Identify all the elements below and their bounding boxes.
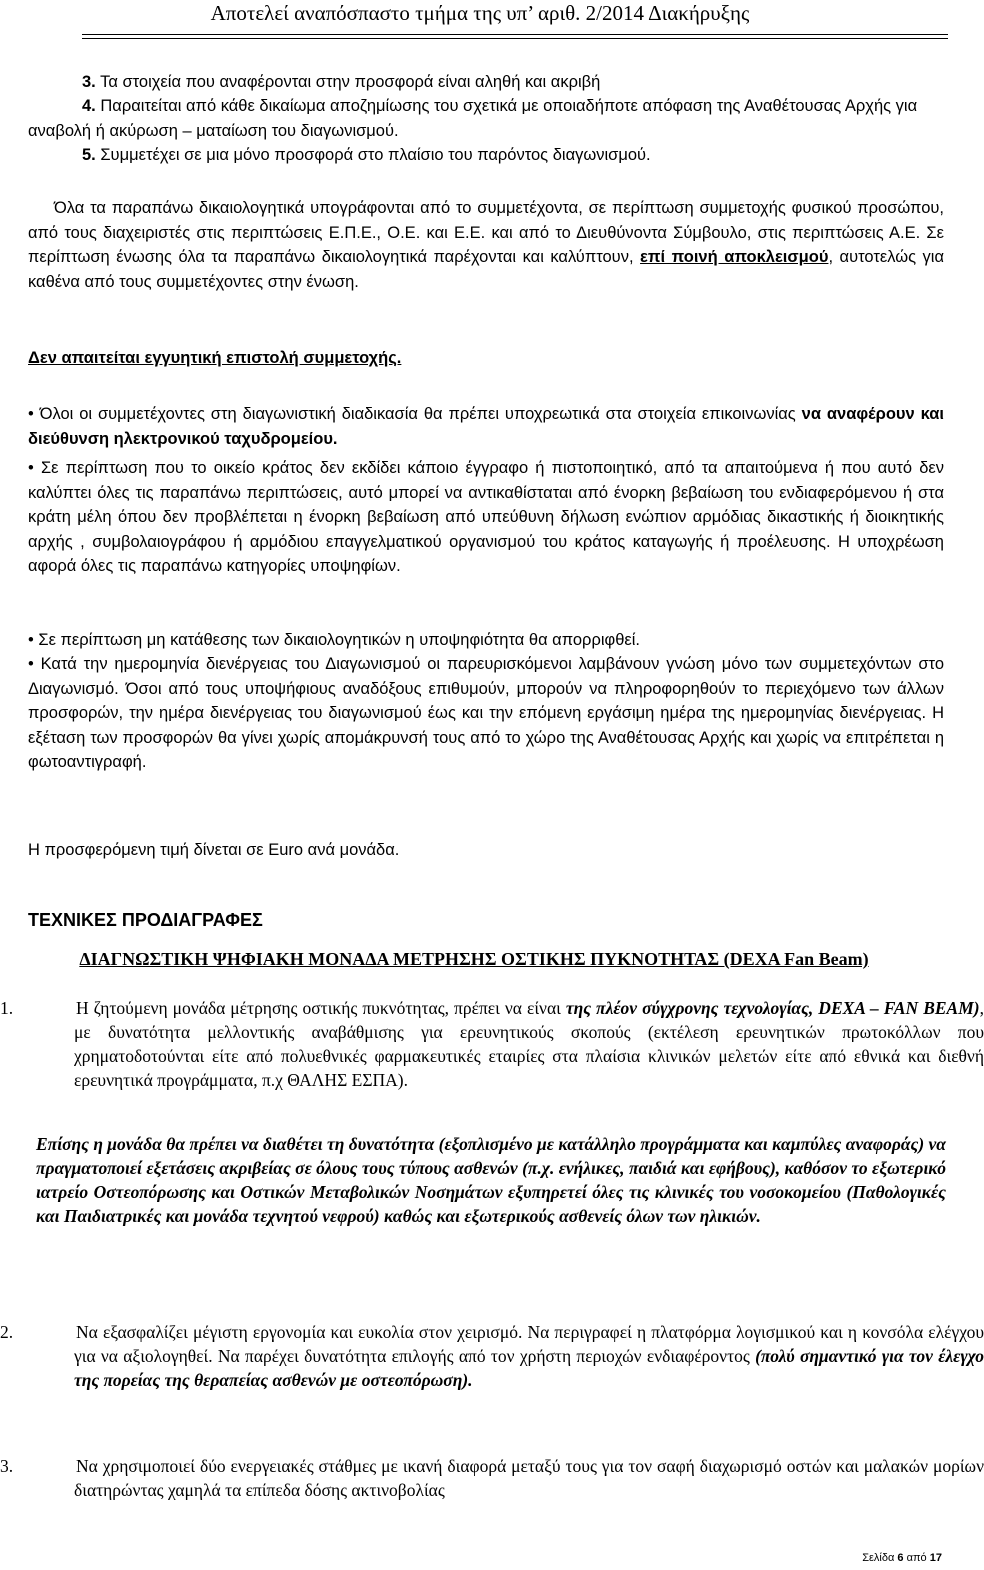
signature-text: , αυτοτελώς για καθένα από τους συμμετέχοντες στην ένωση.	[28, 248, 944, 291]
spec-emphasis: της πλέον σύγχρονης τεχνολογίας, DEXA – FAN BEAM)	[565, 998, 980, 1018]
spec-number: 3.	[0, 1456, 14, 1476]
spec-emphasis: (πολύ σημαντικό για τον έλεγχο της πορείας της θεραπείας ασθενών με οστεοπόρωση).	[74, 1346, 984, 1390]
no-guarantee-note: Δεν απαιτείται εγγυητική επιστολή συμμετοχής.	[28, 349, 402, 367]
signature-role: Διευθύνοντα Σύμβουλο,	[576, 223, 752, 242]
header-rule-top	[82, 34, 948, 35]
spec-text: Να εξασφαλίζει μέγιστη εργονομία και ευκολία στον χειρισμό. Να περιγραφεί η πλατφόρμα λογισμικού και η κονσόλα ελέγχου για να αξιολογηθεί. Να παρέχει δυνατότητα επιλογής από τον χρήστη περιοχών ενδιαφέροντος	[74, 1322, 984, 1366]
bullet-procedure	[28, 652, 944, 775]
of-label: από	[906, 1552, 927, 1564]
condition-number: 5.	[82, 146, 96, 164]
signature-text: στις περιπτώσεις Α.Ε. Σε περίπτωση ένωσης όλα τα παραπάνω δικαιολογητικά παρέχονται και καλύπτουν,	[28, 223, 944, 266]
condition-number: 3.	[82, 73, 96, 91]
specs-subheading: ΔΙΑΓΝΩΣΤΙΚΗ ΨΗΦΙΑΚΗ ΜΟΝΑΔΑ ΜΕΤΡΗΣΗΣ ΟΣΤΙΚΗΣ ΠΥΚΝΟΤΗΤΑΣ (DEXA Fan Beam)	[79, 949, 869, 969]
page-header	[0, 0, 960, 32]
signature-paragraph	[28, 196, 944, 294]
condition-item	[82, 70, 948, 95]
bullet-email	[28, 402, 944, 451]
bullet-text: Κατά την ημερομηνία διενέργειας του Διαγωνισμού οι παρευρισκόμενοι λαμβάνουν γνώση μόνο των συμμετεχόντων στο Διαγωνισμό. Όσοι από τους υποψήφιους αναδόξους επιθυμούν, μπορούν να πληροφορηθούν το περιεχόμενο των άλλων προσφορών, την ημέρα διενέργειας του διαγωνισμού έως και την επόμενη εργάσιμη ημέρα της ημερομηνίας διενέργειας. Η εξέταση των προσφορών θα γίνει χωρίς απομάκρυνσή τους από το χώρο της Αναθέτουσας Αρχής και χωρίς να επιτρέπεται η φωτοαντιγραφή.	[28, 655, 944, 771]
spec-item-3	[0, 1454, 984, 1502]
page-total: 17	[929, 1552, 942, 1564]
bullet-text: Όλοι οι συμμετέχοντες στη διαγωνιστική διαδικασία θα πρέπει υποχρεωτικά στα στοιχεία επικοινωνίας	[39, 405, 802, 423]
page-label: Σελίδα	[862, 1552, 895, 1564]
bullet-emphasis: να αναφέρουν και διεύθυνση ηλεκτρονικού ταχυδρομείου.	[28, 405, 944, 448]
bullet-icon: •	[28, 655, 41, 673]
signature-text: Όλα τα παραπάνω δικαιολογητικά υπογράφονται από το συμμετέχοντα, σε περίπτωση συμμετοχής φυσικού προσώπου, από τους διαχειριστές στις περιπτώσεις Ε.Π.Ε., Ο.Ε. και Ε.Ε. και από το	[28, 199, 944, 242]
price-note: Η προσφερόμενη τιμή δίνεται σε Euro ανά μονάδα.	[28, 841, 400, 859]
spec-number: 2.	[0, 1322, 14, 1342]
bullet-icon: •	[28, 405, 40, 423]
bullet-icon: •	[28, 631, 39, 649]
bullet-text: Σε περίπτωση μη κατάθεσης των δικαιολογητικών η υποψηφιότητα θα απορριφθεί.	[38, 631, 640, 649]
spec-number: 1.	[0, 998, 14, 1018]
specs-heading: ΤΕΧΝΙΚΕΣ ΠΡΟΔΙΑΓΡΑΦΕΣ	[28, 910, 263, 930]
condition-item	[82, 143, 948, 168]
spec-text: Να χρησιμοποιεί δύο ενεργειακές στάθμες με ικανή διαφορά μεταξύ τους για τον σαφή διαχωρισμό οστών και μαλακών μορίων διατηρώντας χαμηλά τα επίπεδα δόσης ακτινοβολίας	[74, 1456, 984, 1500]
header-rule-bottom	[82, 38, 948, 39]
spec-item-2	[0, 1320, 984, 1392]
condition-number: 4.	[82, 97, 96, 115]
bullet-rejection	[28, 628, 944, 653]
spec-item-1	[0, 996, 984, 1092]
exclusion-emphasis: επί ποινή αποκλεισμού	[640, 248, 829, 266]
condition-item	[28, 94, 948, 143]
header-title: Αποτελεί αναπόσπαστο τμήμα της υπ’ αριθ. 2/2014 Διακήρυξης	[210, 1, 750, 25]
spec-text: , με δυνατότητα μελλοντικής αναβάθμισης για ερευνητικούς σκοπούς (εκτέλεση ερευνητικών πρωτοκόλλων που χρηματοδοτούνται είτε από πολυεθνικές φαρμακευτικές εταιρίες στα πλαίσια κλινικών μελετών είτε από εθνικά και διεθνή ερευνητικά προγράμματα, π.χ ΘΑΛΗΣ ΕΣΠΑ).	[74, 998, 984, 1090]
condition-text: Συμμετέχει σε μια μόνο προσφορά στο πλαίσιο του παρόντος διαγωνισμού.	[100, 146, 651, 164]
bullet-icon: •	[28, 459, 41, 477]
bullet-documents	[28, 456, 944, 579]
bullet-text: Σε περίπτωση που το οικείο κράτος δεν εκδίδει κάποιο έγγραφο ή πιστοποιητικό, από τα απαιτούμενα ή που αυτό δεν καλύπτει όλες τις παραπάνω περιπτώσεις, αυτό μπορεί να αντικαθίσταται από ένορκη βεβαίωση του ενδιαφερόμενου ή στα κράτη μέλη όπου δεν προβλέπεται η ένορκη βεβαίωση από υπεύθυνη δήλωση ενώπιον αρμόδιας δικαστικής ή διοικητικής αρχής , συμβολαιογράφου ή αρμόδιου επαγγελματικού οργανισμού του κράτος καταγωγής ή προέλευσης. Η υποχρέωση αφορά όλες τις παραπάνω κατηγορίες υποψηφίων.	[28, 459, 944, 575]
page-number: 6	[897, 1552, 904, 1564]
spec-item-1-extra: Επίσης η μονάδα θα πρέπει να διαθέτει τη δυνατότητα (εξοπλισμένο με κατάλληλο προγράμματα και καμπύλες αναφοράς) να πραγματοποιεί εξετάσεις ακριβείας σε όλους τους τύπους ασθενών (π.χ. ενήλικες, παιδιά και εφήβους), καθόσον το εξωτερικό ιατρείο Οστεοπόρωσης και Οστικών Μεταβολικών Νοσημάτων εξυπηρετεί όλες τις κλινικές του νοσοκομείου (Παθολογικές και Παιδιατρικές και μονάδα τεχνητού νεφρού) καθώς και εξωτερικούς ασθενείς όλων των ηλικιών.	[36, 1134, 946, 1226]
page-footer	[862, 1552, 942, 1564]
spec-text: Η ζητούμενη μονάδα μέτρησης οστικής πυκνότητας, πρέπει να είναι	[76, 998, 566, 1018]
condition-text: Παραιτείται από κάθε δικαίωμα αποζημίωσης του σχετικά με οποιαδήποτε απόφαση της Αναθέτουσας Αρχής για αναβολή ή ακύρωση – ματαίωση του διαγωνισμού.	[28, 97, 918, 140]
condition-text: Τα στοιχεία που αναφέρονται στην προσφορά είναι αληθή και ακριβή	[100, 73, 601, 91]
